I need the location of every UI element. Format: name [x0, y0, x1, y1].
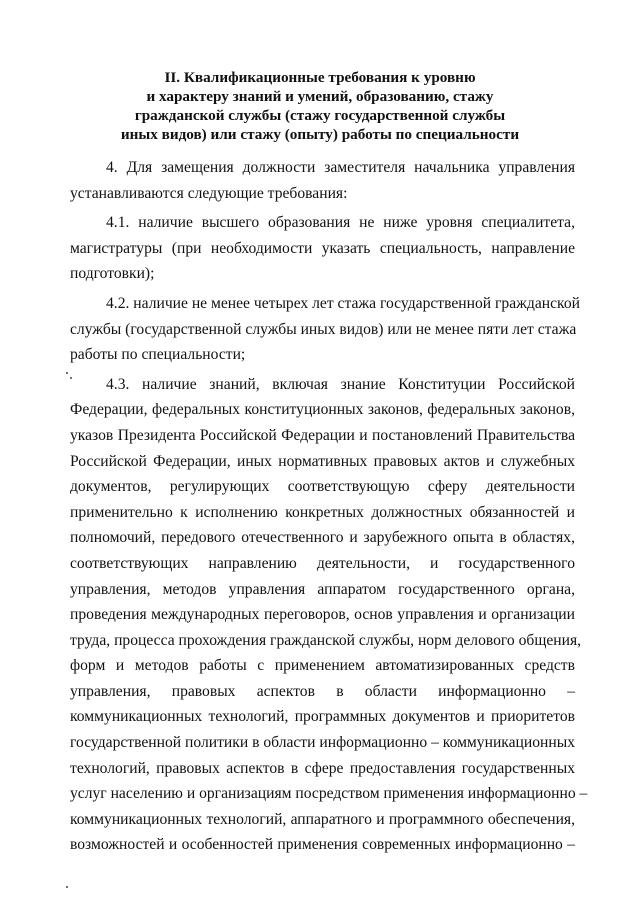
- text-line: коммуникационных технологий, аппаратного и программного обеспечения,: [70, 810, 575, 828]
- text-line: службы (государственной службы иных видов) или не менее пяти лет стажа: [70, 320, 577, 338]
- scan-speck: [66, 372, 68, 374]
- text-line: 4.2. наличие не менее четырех лет стажа государственной гражданской: [106, 294, 580, 312]
- text-line: Российской Федерации, иных нормативных правовых актов и служебных: [70, 452, 575, 470]
- text-line: полномочий, передового отечественного и зарубежного опыта в областях,: [70, 529, 575, 547]
- text-line: документов, регулирующих соответствующую сферу деятельности: [70, 478, 575, 496]
- text-line: государственной политики в области информационно – коммуникационных: [70, 734, 575, 752]
- heading-line: иных видов) или стажу (опыту) работы по специальности: [120, 126, 520, 143]
- text-line: магистратуры (при необходимости указать специальность, направление: [70, 239, 575, 257]
- text-line: устанавливаются следующие требования:: [70, 184, 348, 202]
- text-line: коммуникационных технологий, программных документов и приоритетов: [70, 708, 575, 726]
- paragraph-4-3: [70, 372, 588, 858]
- heading-line: и характеру знаний и умений, образованию, стажу: [146, 88, 494, 105]
- text-line: 4.3. наличие знаний, включая знание Конституции Российской: [106, 375, 575, 393]
- paragraph-4-1: [70, 210, 575, 287]
- scan-speck: [66, 886, 68, 888]
- text-line: 4.1. наличие высшего образования не ниже уровня специалитета,: [106, 214, 575, 232]
- paragraph-4: [70, 155, 575, 206]
- text-line: возможностей и особенностей применения современных информационно –: [70, 836, 575, 854]
- text-line: управления, методов управления аппаратом государственного органа,: [70, 580, 575, 598]
- text-line: форм и методов работы с применением автоматизированных средств: [70, 657, 575, 675]
- text-line: проведения международных переговоров, основ управления и организации: [70, 606, 575, 624]
- text-line: 4. Для замещения должности заместителя начальника управления: [106, 159, 575, 176]
- text-line: Федерации, федеральных конституционных законов, федеральных законов,: [70, 401, 575, 419]
- text-line: труда, процесса прохождения гражданской службы, норм делового общения,: [70, 631, 582, 649]
- text-line: применительно к исполнению конкретных должностных обязанностей и: [70, 503, 575, 521]
- text-line: указов Президента Российской Федерации и постановлений Правительства: [70, 426, 575, 444]
- section-heading: [60, 68, 580, 144]
- text-line: услуг населению и организациям посредством применения информационно –: [70, 785, 588, 803]
- text-line: технологий, правовых аспектов в сфере предоставления государственных: [70, 759, 575, 777]
- scan-speck: [70, 377, 72, 379]
- text-line: соответствующих направлению деятельности, и государственного: [70, 554, 575, 572]
- text-line: подготовки);: [70, 265, 155, 283]
- paragraph-4-2: [70, 291, 580, 368]
- text-line: управления, правовых аспектов в области информационно –: [70, 682, 575, 700]
- heading-line: II. Квалификационные требования к уровню: [164, 69, 476, 86]
- text-line: работы по специальности;: [70, 346, 246, 364]
- document-body: [70, 155, 588, 858]
- heading-line: гражданской службы (стажу государственной службы: [134, 107, 506, 124]
